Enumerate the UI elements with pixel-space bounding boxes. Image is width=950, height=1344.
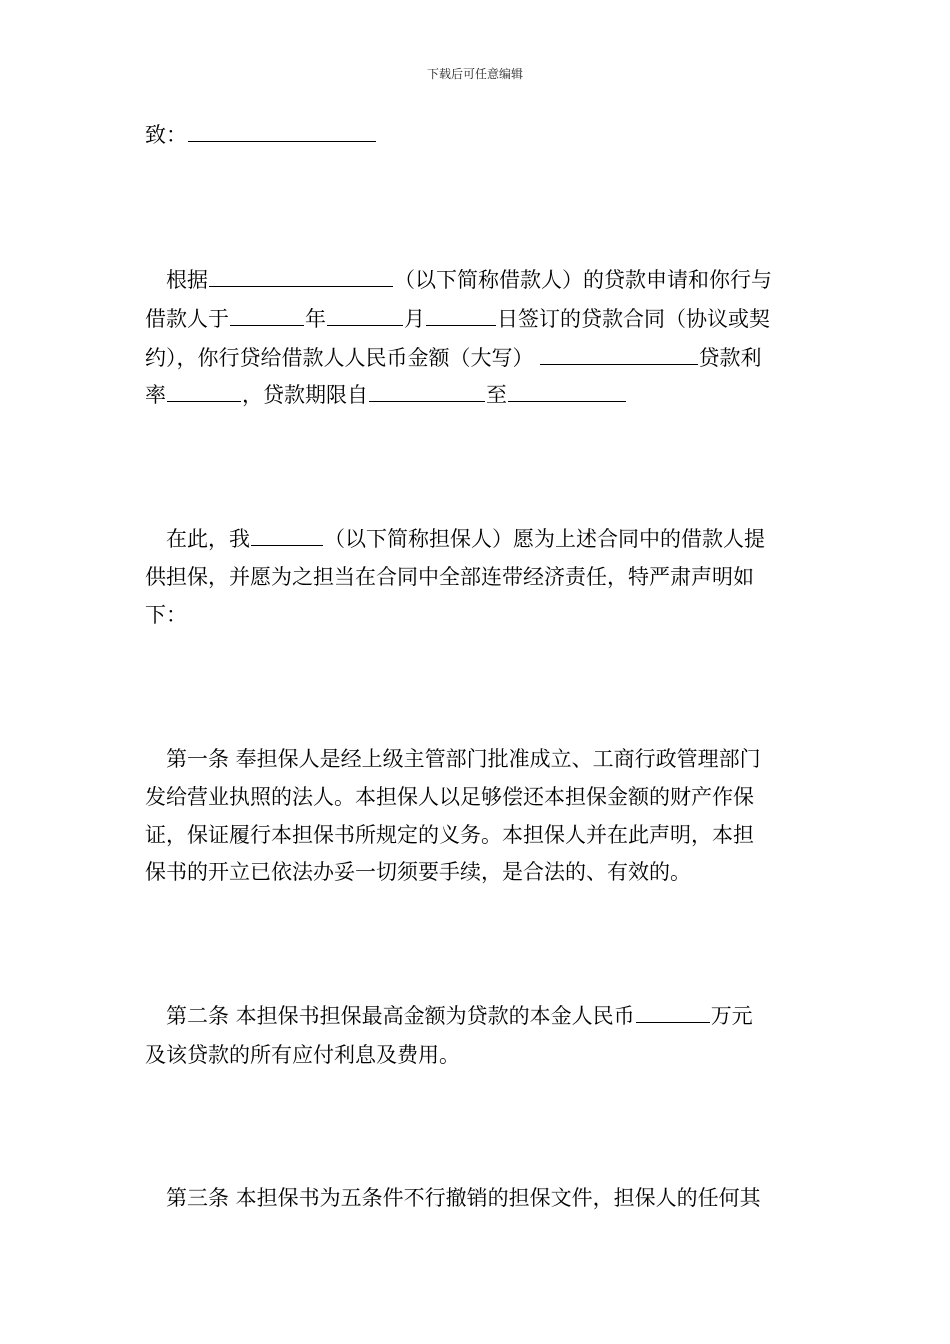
page-header-note: 下载后可任意编辑 xyxy=(426,67,523,81)
month-blank xyxy=(327,307,403,326)
article2-text: 万元 xyxy=(710,1004,753,1028)
article1-line-1: 第一条 奉担保人是经上级主管部门批准成立、工商行政管理部门 xyxy=(166,747,761,771)
article1-line-4: 保书的开立已依法办妥一切须要手续，是合法的、有效的。 xyxy=(145,860,691,884)
article3-line-1: 第三条 本担保书为五条件不行撤销的担保文件，担保人的任何其 xyxy=(166,1186,761,1210)
article2-line-1 xyxy=(166,1002,838,1030)
recipient-label: 致： xyxy=(145,123,187,147)
article1-line-3: 证，保证履行本担保书所规定的义务。本担保人并在此声明，本担 xyxy=(145,823,754,847)
para1-text: 年 xyxy=(305,307,326,331)
para1-text: （以下简称借款人）的贷款申请和你行与 xyxy=(394,268,772,292)
para2-line-2: 供担保，并愿为之担当在合同中全部连带经济责任，特严肃声明如 xyxy=(145,565,754,589)
article1-line-2: 发给营业执照的法人。本担保人以足够偿还本担保金额的财产作保 xyxy=(145,785,754,809)
para1-text: 约），你行贷给借款人人民币金额（大写） xyxy=(145,346,534,370)
para1-text: ，贷款期限自 xyxy=(242,383,368,407)
term-start-blank xyxy=(369,383,485,402)
rate-blank xyxy=(167,383,241,402)
recipient-blank xyxy=(188,123,376,142)
para2-text: 在此，我 xyxy=(166,527,250,551)
para1-line-2 xyxy=(145,305,817,333)
article2-text: 第二条 本担保书担保最高金额为贷款的本金人民币 xyxy=(166,1004,635,1028)
para1-line-1 xyxy=(166,266,838,294)
max-amount-blank xyxy=(636,1004,710,1023)
recipient-line xyxy=(145,121,817,149)
para1-text: 借款人于 xyxy=(145,307,229,331)
para1-text: 根据 xyxy=(166,268,208,292)
para2-line-1 xyxy=(166,525,838,553)
para1-text: 月 xyxy=(404,307,425,331)
para2-text: （以下简称担保人）愿为上述合同中的借款人提 xyxy=(324,527,765,551)
day-blank xyxy=(426,307,496,326)
para1-text: 贷款利 xyxy=(698,346,762,370)
para1-line-4 xyxy=(145,381,817,409)
para1-text: 日签订的贷款合同（协议或契 xyxy=(497,307,770,331)
year-blank xyxy=(230,307,304,326)
para2-line-3: 下： xyxy=(145,603,187,627)
article2-line-2: 及该贷款的所有应付利息及费用。 xyxy=(145,1043,460,1067)
borrower-blank xyxy=(209,268,393,287)
guarantor-blank xyxy=(251,527,323,546)
para1-line-3 xyxy=(145,344,817,372)
para1-text: 率 xyxy=(145,383,166,407)
amount-blank xyxy=(540,346,698,365)
para1-text: 至 xyxy=(486,383,507,407)
term-end-blank xyxy=(508,383,626,402)
